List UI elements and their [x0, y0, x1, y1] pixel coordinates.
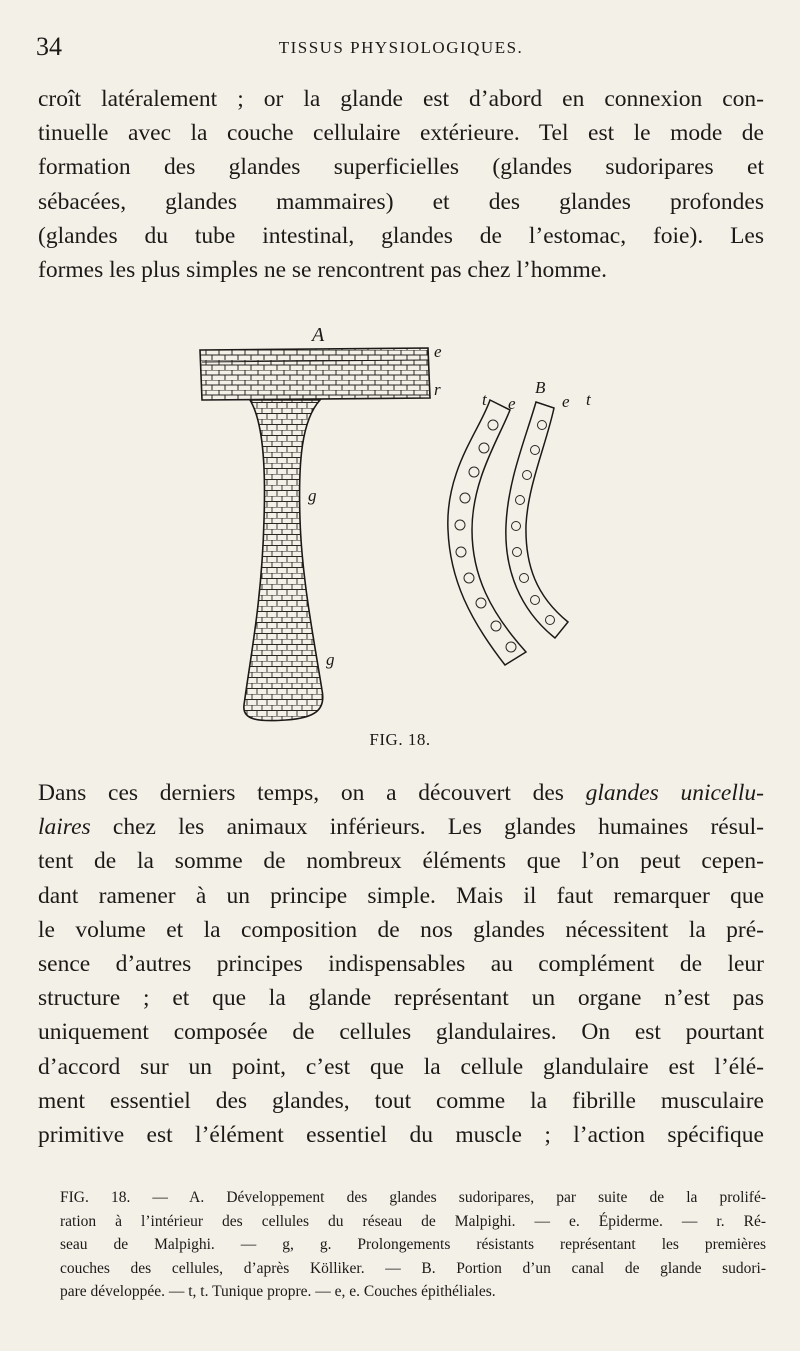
text-line: dant ramener à un principe simple. Mais il faut remarquer que [38, 882, 764, 909]
text-line [38, 776, 764, 810]
figure-label-g-upper: g [308, 486, 317, 505]
figure-label-g-lower: g [326, 650, 335, 669]
paragraph-2 [38, 776, 764, 1152]
text-line: (glandes du tube intestinal, glandes de l’estomac, foie). Les [38, 222, 764, 249]
paragraph-1 [38, 82, 764, 287]
caption-line: ration à l’intérieur des cellules du réseau de Malpighi. — e. Épiderme. — r. Ré- [60, 1212, 766, 1230]
text-line: tinuelle avec la couche cellulaire extérieure. Tel est le mode de [38, 120, 764, 147]
figure-18-illustration [190, 320, 610, 760]
text-line: sence d’autres principes indispensables au complément de leur [38, 951, 764, 978]
caption-line: FIG. 18. — A. Développement des glandes sudoripares, par suite de la prolifé- [60, 1189, 766, 1206]
text-line: structure ; et que la glande représentant un organe n’est pas [38, 985, 764, 1012]
figure-label-e-right: e [562, 392, 570, 411]
caption-line: seau de Malpighi. — g, g. Prolongements résistants représentant les premières [60, 1236, 766, 1254]
text-line: formes les plus simples ne se rencontrent pas chez l’homme. [38, 257, 608, 284]
text-line: primitive est l’élément essentiel du muscle ; l’action spécifique [38, 1122, 764, 1149]
page-number: 34 [36, 32, 62, 61]
figure-caption [60, 1186, 766, 1304]
running-title: TISSUS PHYSIOLOGIQUES. [278, 38, 524, 57]
gland-drawing [190, 320, 610, 760]
figure-label-r: r [434, 380, 441, 399]
caption-line: couches des cellules, d’après Kölliker. — B. Portion d’un canal de glande sudori- [60, 1259, 766, 1277]
figure-label-B: B [535, 378, 546, 397]
text-run: Dans ces derniers temps, on a découvert des [38, 780, 586, 806]
page-header [36, 32, 766, 62]
text-line: croît latéralement ; or la glande est d’abord en connexion con- [38, 86, 764, 112]
text-line [38, 810, 764, 844]
figure-label-t-right: t [586, 390, 591, 409]
figure-label-e-left: e [508, 394, 516, 413]
text-line: ment essentiel des glandes, tout comme la fibrille musculaire [38, 1087, 764, 1114]
text-line: formation des glandes superficielles (glandes sudoripares et [38, 154, 764, 181]
italic-term: laires [38, 814, 91, 841]
figure-label-A: A [312, 324, 325, 346]
text-line: sébacées, glandes mammaires) et des glandes profondes [38, 188, 764, 215]
figure-caption-title: FIG. 18. [369, 730, 431, 749]
italic-term: glandes unicellu- [585, 780, 764, 806]
text-line: le volume et la composition de nos glandes nécessitent la pré- [38, 916, 764, 943]
text-line: tent de la somme de nombreux éléments que l’on peut cepen- [38, 848, 764, 875]
figure-label-e: e [434, 342, 442, 361]
text-line: d’accord sur un point, c’est que la cellule glandulaire est l’élé- [38, 1053, 764, 1080]
text-run: chez les animaux inférieurs. Les glandes humaines résul- [90, 814, 764, 841]
text-line: uniquement composée de cellules glandulaires. On est pourtant [38, 1019, 764, 1046]
figure-label-t-left: t [482, 390, 487, 409]
caption-line: pare développée. — t, t. Tunique propre. — e, e. Couches épithéliales. [60, 1283, 496, 1301]
